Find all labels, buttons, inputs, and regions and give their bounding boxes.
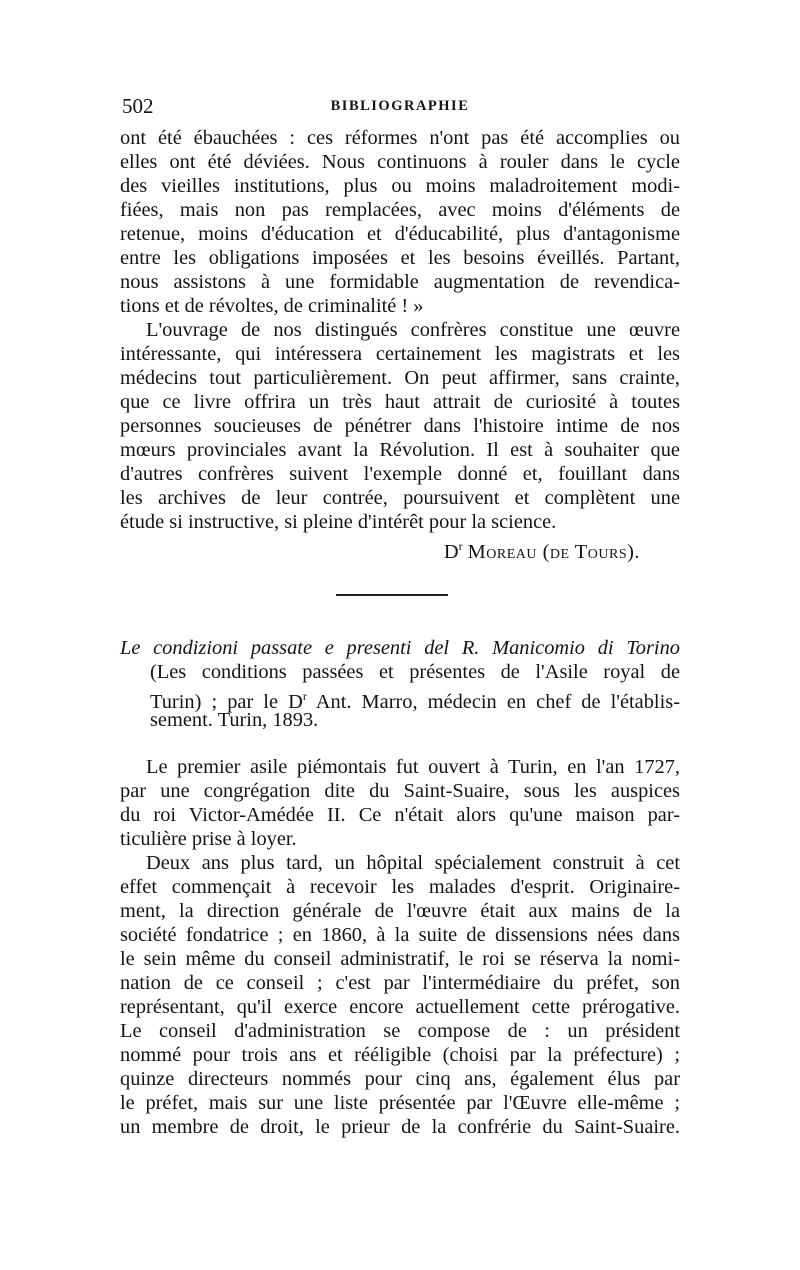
text-line: le sein même du conseil administratif, le roi se réserva la nomi-	[120, 948, 680, 970]
text-line: le préfet, mais sur une liste présentée par l'Œuvre elle-même ;	[120, 1092, 680, 1114]
text-line: ment, la direction générale de l'œuvre était aux mains de la	[120, 900, 680, 922]
text-line: nous assistons à une formidable augmentation de revendica-	[120, 271, 680, 293]
text-line: des vieilles institutions, plus ou moins maladroitement modi-	[120, 175, 680, 197]
text-line: d'autres confrères suivent l'exemple donné et, fouillant dans	[120, 463, 680, 485]
review-1-signature	[120, 534, 680, 563]
text-line: tions et de révoltes, de criminalité ! »	[120, 295, 424, 317]
review-1-continuation	[120, 126, 680, 318]
section-divider	[336, 594, 448, 596]
signature-prefix-sup: r	[458, 539, 463, 553]
text-line: ont été ébauchées : ces réformes n'ont pas été accomplies ou	[120, 127, 680, 149]
text-line: les archives de leur contrée, poursuivent et complètent une	[120, 487, 680, 509]
text-line: ticulière prise à loyer.	[120, 828, 297, 850]
text-line: médecins tout particulièrement. On peut affirmer, sans crainte,	[120, 367, 680, 389]
spacer	[120, 732, 680, 755]
review-2-paragraph-1	[120, 755, 680, 851]
text-line: un membre de droit, le prieur de la confrérie du Saint-Suaire.	[120, 1116, 680, 1138]
text-line: étude si instructive, si pleine d'intérêt pour la science.	[120, 511, 557, 533]
page-header	[122, 94, 678, 124]
ref-line-sup: r	[302, 689, 307, 703]
text-line: nation de ce conseil ; c'est par l'intermédiaire du préfet, son	[120, 972, 680, 994]
text-line: effet commençait à recevoir les malades d'esprit. Originaire-	[120, 876, 680, 898]
review-1-paragraph-2	[120, 318, 680, 534]
signature-prefix: D	[443, 541, 459, 563]
text-line: mœurs provinciales avant la Révolution. Il est à souhaiter que	[120, 439, 680, 461]
running-title: BIBLIOGRAPHIE	[330, 98, 470, 114]
text-line: représentant, qu'il exerce encore actuellement cette prérogative.	[120, 996, 680, 1018]
text-line: fiées, mais non pas remplacées, avec moins d'éléments de	[120, 199, 680, 221]
text-line: entre les obligations imposées et les besoins éveillés. Partant,	[120, 247, 680, 269]
text-line: société fondatrice ; en 1860, à la suite de dissensions nées dans	[120, 924, 680, 946]
text-line: nommé pour trois ans et rééligible (choisi par la préfecture) ;	[120, 1044, 680, 1066]
signature-name: Moreau (de Tours).	[467, 541, 640, 563]
review-2-paragraph-2	[120, 851, 680, 1139]
text-line: Le conseil d'administration se compose de : un président	[120, 1020, 680, 1042]
text-line: L'ouvrage de nos distingués confrères constitue une œuvre	[146, 319, 680, 341]
text-line	[120, 684, 680, 713]
ref-line-start: Turin) ; par le D	[150, 691, 303, 713]
book-title: Le condizioni passate e presenti del R. Manicomio di Torino	[120, 637, 680, 659]
text-line: retenue, moins d'éducation et d'éducabilité, plus d'antagonisme	[120, 223, 680, 245]
text-line: quinze directeurs nommés pour cinq ans, également élus par	[120, 1068, 680, 1090]
text-line: du roi Victor-Amédée II. Ce n'était alors qu'une maison par-	[120, 804, 680, 826]
text-line: personnes soucieuses de pénétrer dans l'histoire intime de nos	[120, 415, 680, 437]
page-number: 502	[122, 94, 154, 118]
text-line: intéressante, qui intéressera certainement les magistrats et les	[120, 343, 680, 365]
text-line: que ce livre offrira un très haut attrait de curiosité à toutes	[120, 391, 680, 413]
ref-line-rest: Ant. Marro, médecin en chef de l'établis-	[306, 691, 680, 713]
text-line: par une congrégation dite du Saint-Suaire, sous les auspices	[120, 780, 680, 802]
text-line: sement. Turin, 1893.	[150, 709, 319, 731]
text-line: (Les conditions passées et présentes de l'Asile royal de	[150, 661, 680, 683]
text-line: Deux ans plus tard, un hôpital spécialement construit à cet	[146, 852, 680, 874]
text-line: Le premier asile piémontais fut ouvert à Turin, en l'an 1727,	[146, 756, 680, 778]
text-line: elles ont été déviées. Nous continuons à rouler dans le cycle	[120, 151, 680, 173]
review-2-reference	[120, 636, 680, 732]
page-body	[120, 126, 680, 1139]
